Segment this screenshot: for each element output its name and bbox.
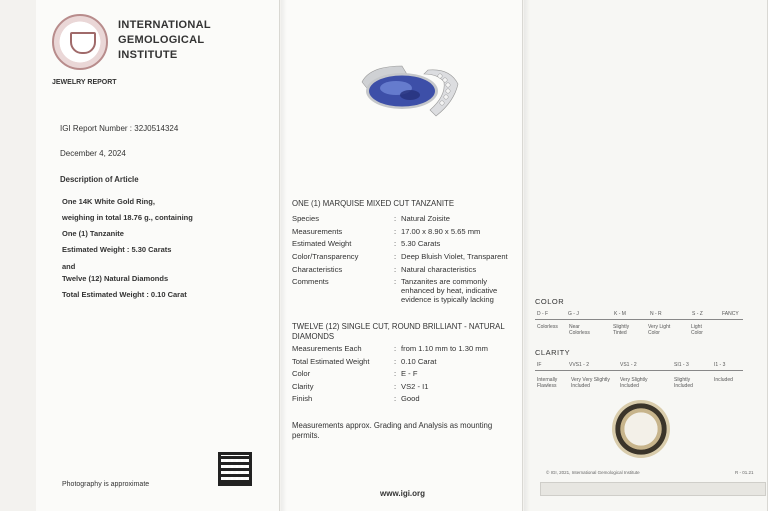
copyright-text: © IGI, 2021, International Gemological Institute	[546, 470, 640, 475]
separator-colon: :	[394, 357, 397, 366]
side-stones-label: Clarity	[292, 382, 314, 391]
institute-name-line: INSTITUTE	[118, 49, 178, 61]
main-stone-value: Tanzanites are commonly enhanced by heat, indicative evidence is typically lacking	[401, 277, 498, 304]
separator-colon: :	[394, 239, 397, 248]
main-stone-label: Comments	[292, 277, 329, 286]
clarity-description: Very Slightly Included	[620, 377, 648, 389]
institute-name-line: GEMOLOGICAL	[118, 34, 205, 46]
color-grade: N - R	[650, 311, 662, 317]
clarity-grade: VVS1 - 2	[569, 362, 590, 368]
clarity-grade: SI1 - 3	[674, 362, 689, 368]
main-stone-value: Natural characteristics	[401, 265, 477, 274]
form-code: R - 01.21	[735, 470, 754, 475]
side-stones-value: 0.10 Carat	[401, 357, 437, 366]
description-line: Twelve (12) Natural Diamonds	[62, 274, 169, 283]
description-line: One 14K White Gold Ring,	[62, 197, 155, 206]
color-grade: FANCY	[722, 311, 739, 317]
main-stone-label: Characteristics	[292, 265, 343, 274]
main-stone-value: 17.00 x 8.90 x 5.65 mm	[401, 227, 481, 236]
left-panel	[36, 0, 280, 511]
main-stone-label: Color/Transparency	[292, 252, 359, 261]
side-stones-value: VS2 - I1	[401, 382, 429, 391]
main-stone-value: Deep Bluish Violet, Transparent	[401, 252, 508, 261]
measurement-note: Measurements approx. Grading and Analysis as mounting permits.	[292, 421, 493, 440]
color-grade: S - Z	[692, 311, 703, 317]
institute-name-line: INTERNATIONAL	[118, 19, 211, 31]
color-description: Slightly Tinted	[613, 324, 630, 336]
side-stones-label: Finish	[292, 394, 313, 403]
clarity-grade: I1 - 3	[714, 362, 726, 368]
separator-colon: :	[394, 382, 397, 391]
side-stones-value: from 1.10 mm to 1.30 mm	[401, 344, 488, 353]
igi-gold-seal-icon	[612, 400, 670, 458]
website-link[interactable]: www.igi.org	[380, 489, 426, 498]
report-date: December 4, 2024	[60, 149, 126, 158]
report-number: IGI Report Number : 32J0514324	[60, 124, 179, 133]
qr-code-icon	[218, 452, 252, 486]
institute-name	[118, 18, 211, 63]
description-line: weighing in total 18.76 g., containing	[62, 213, 193, 222]
main-stone-label: Estimated Weight	[292, 239, 352, 248]
side-stones-label: Color	[292, 369, 311, 378]
main-stone-heading: ONE (1) MARQUISE MIXED CUT TANZANITE	[292, 199, 455, 208]
igi-seal-icon	[52, 14, 108, 70]
fold-line	[524, 0, 530, 511]
color-grade: G - J	[568, 311, 579, 317]
legal-notice-bar	[540, 482, 766, 496]
separator-colon: :	[394, 227, 397, 236]
description-heading: Description of Article	[60, 175, 139, 184]
ring-photo	[360, 62, 460, 120]
clarity-description: Very Very Slightly Included	[571, 377, 610, 389]
color-grade: K - M	[614, 311, 626, 317]
clarity-grade: VS1 - 2	[620, 362, 637, 368]
description-line: One (1) Tanzanite	[62, 229, 124, 238]
clarity-scale-title: CLARITY	[535, 348, 571, 357]
scale-divider	[535, 370, 743, 371]
clarity-description: Slightly Included	[674, 377, 693, 389]
separator-colon: :	[394, 214, 397, 223]
side-stones-label: Measurements Each	[292, 344, 362, 353]
report-type: JEWELRY REPORT	[52, 79, 117, 86]
main-stone-label: Measurements	[292, 227, 343, 236]
clarity-grade: IF	[537, 362, 542, 368]
description-line: and	[62, 262, 76, 271]
description-line: Estimated Weight : 5.30 Carats	[62, 245, 172, 254]
separator-colon: :	[394, 344, 397, 353]
scale-divider	[535, 319, 743, 320]
color-description: Near Colorless	[569, 324, 590, 336]
separator-colon: :	[394, 277, 397, 286]
description-line: Total Estimated Weight : 0.10 Carat	[62, 290, 187, 299]
separator-colon: :	[394, 394, 397, 403]
side-stones-heading: TWELVE (12) SINGLE CUT, ROUND BRILLIANT - NATURAL DIAMONDS	[292, 322, 505, 341]
color-description: Light Color	[691, 324, 703, 336]
clarity-description: Internally Flawless	[537, 377, 558, 389]
color-description: Very Light Color	[648, 324, 671, 336]
main-stone-value: Natural Zoisite	[401, 214, 450, 223]
fold-line	[281, 0, 287, 511]
separator-colon: :	[394, 265, 397, 274]
side-stones-label: Total Estimated Weight	[292, 357, 370, 366]
side-stones-value: E - F	[401, 369, 418, 378]
color-scale-title: COLOR	[535, 297, 565, 306]
separator-colon: :	[394, 369, 397, 378]
separator-colon: :	[394, 252, 397, 261]
color-grade: D - F	[537, 311, 549, 317]
main-stone-value: 5.30 Carats	[401, 239, 441, 248]
photo-note: Photography is approximate	[62, 481, 150, 488]
side-stones-value: Good	[401, 394, 420, 403]
main-stone-label: Species	[292, 214, 320, 223]
clarity-description: Included	[714, 377, 733, 383]
color-description: Colorless	[537, 324, 558, 330]
